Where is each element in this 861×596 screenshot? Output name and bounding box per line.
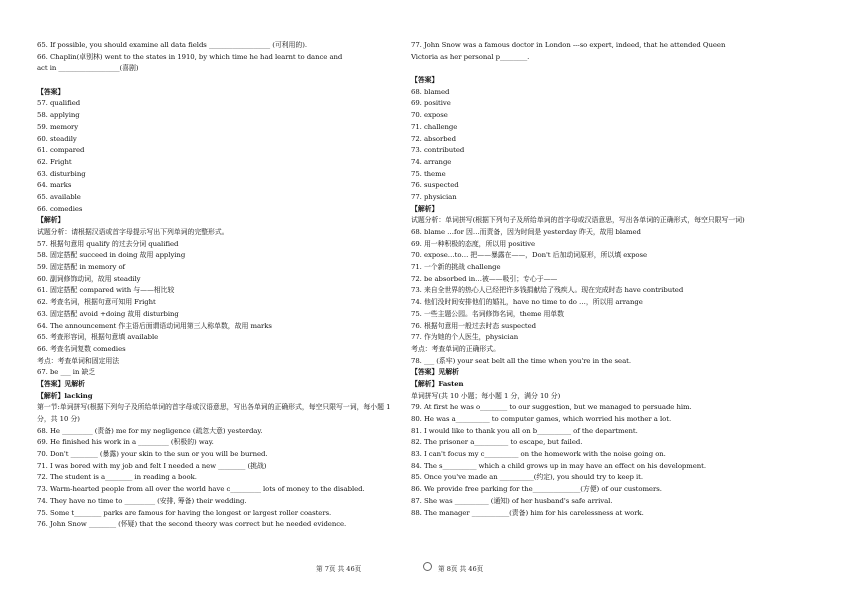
- text-line: 68. He _________ (责备) me for my negligence (疏忽大意) yesterday.: [37, 426, 263, 435]
- text-line: 74. arrange: [411, 157, 452, 166]
- text-line: 【答案】见解析: [411, 368, 459, 377]
- text-line: 72. The student is a________ in reading a book.: [37, 473, 197, 482]
- text-line: 81. I would like to thank you all on b__________ of the department.: [411, 426, 638, 435]
- text-line: 76. John Snow ________ (怀疑) that the second theory was correct but he needed evidence.: [37, 520, 347, 529]
- text-line: 85. Once you've made an __________(约定), you should try to keep it.: [411, 473, 644, 482]
- text-line: 63. disturbing: [37, 169, 86, 178]
- text-line: 试题分析：单词拼写(根据下列句子及所给单词的首字母或汉语意思，写出各单词的正确形式，每空只限写一词): [411, 216, 745, 225]
- text-line: 试题分析：请根据汉语或首字母提示写出下列单词的完整形式。: [37, 228, 229, 236]
- text-line: 61. compared: [37, 146, 85, 155]
- text-line: 73. contributed: [411, 146, 465, 155]
- text-line: 70. expose: [411, 111, 448, 120]
- text-line: 76. 根据句意用一般过去时态 suspected: [411, 321, 537, 330]
- text-line: 【答案】见解析: [37, 379, 85, 388]
- text-line: 67. be ___ in 缺乏: [37, 368, 96, 377]
- text-line: 72. absorbed: [411, 134, 456, 143]
- text-line: [37, 75, 399, 87]
- text-line: 88. The manager ___________(责备) him for his carelessness at work.: [411, 508, 644, 517]
- text-line: 【答案】: [411, 76, 439, 85]
- text-line: 71. I was bored with my job and felt I needed a new ________ (挑战): [37, 461, 267, 470]
- text-line: 83. I can't focus my c__________ on the homework with the noise going on.: [411, 450, 666, 459]
- text-line: 65. available: [37, 192, 81, 201]
- page-number-left: 第 7页 共 46页: [316, 565, 362, 573]
- text-line: 69. He finished his work in a _________ (积极的) way.: [37, 438, 214, 447]
- text-line: 82. The prisoner a__________ to escape, but failed.: [411, 438, 583, 447]
- text-line: 65. If possible, you should examine all data fields __________________ (可利用的).: [37, 41, 307, 49]
- text-line: 77. John Snow was a famous doctor in London ---so expert, indeed, that he attended Queen: [411, 41, 726, 49]
- text-line: 71. challenge: [411, 122, 458, 131]
- text-line: 【解析】lacking: [37, 391, 93, 400]
- text-line: 63. 固定搭配 avoid +doing 故用 disturbing: [37, 309, 179, 318]
- text-line: 75. 一些主题公园。名词修饰名词，theme 用单数: [411, 309, 565, 318]
- text-line: 84. The s__________ which a child grows up in may have an effect on his development.: [411, 461, 707, 470]
- text-line: 单词拼写(共 10 小题；每小题 1 分，满分 10 分): [411, 391, 561, 400]
- text-line: 75. Some t________ parks are famous for having the longest or largest roller coasters.: [37, 508, 332, 517]
- text-line: 79. At first he was o________ to our suggestion, but we managed to persuade him.: [411, 403, 692, 412]
- text-line: 78. ___ (系牢) your seat belt all the time when you're in the seat.: [411, 356, 631, 365]
- text-line: 【解析】Fasten: [411, 379, 464, 388]
- text-line: 【解析】: [411, 204, 439, 213]
- right-page-column: [411, 40, 773, 519]
- text-line: 58. 固定搭配 succeed in doing 故用 applying: [37, 251, 186, 260]
- text-line: 62. Fright: [37, 157, 72, 166]
- text-line: 64. The announcement 作主语后面谓语动词用第三人称单数，故用 marks: [37, 321, 272, 330]
- text-line: 76. suspected: [411, 181, 459, 190]
- text-line: 73. 来自全世界的热心人已经把许多钱捐献给了残疾人。现在完成时态 have contributed: [411, 286, 684, 295]
- text-line: act in __________________(喜剧): [37, 64, 139, 73]
- text-line: 72. be absorbed in…被——吸引；专心于——: [411, 274, 558, 283]
- text-line: 73. Warm-hearted people from all over the world have c_________ lots of money to the disabled.: [37, 485, 365, 494]
- text-line: 57. 根据句意用 qualify 的过去分词 qualified: [37, 239, 179, 248]
- text-line: 75. theme: [411, 169, 446, 178]
- text-line: 87. She was __________ (通知) of her husband's safe arrival.: [411, 496, 613, 505]
- text-line: 60. 副词修饰动词，故用 steadily: [37, 274, 141, 283]
- text-line: 66. comedies: [37, 204, 83, 213]
- text-line: 77. physician: [411, 192, 457, 201]
- text-line: 80. He was a__________ to computer games, which worried his mother a lot.: [411, 415, 672, 424]
- text-line: [411, 63, 773, 75]
- text-line: 74. 他们没时间安排他们的婚礼，have no time to do …，所以用 arrange: [411, 298, 643, 307]
- text-line: 58. applying: [37, 111, 80, 120]
- binding-hole-icon: [423, 562, 432, 571]
- text-line: 考点：考查单词和固定用法: [37, 356, 120, 365]
- text-line: 59. memory: [37, 122, 79, 131]
- text-line: 64. marks: [37, 181, 72, 190]
- page-number-right: 第 8页 共 46页: [438, 565, 484, 573]
- text-line: 第一节:单词拼写(根据下列句子及所给单词的首字母或汉语意思，写出各单词的正确形式，每空只限写一词，每小题 1 分，共 10 分): [37, 403, 391, 424]
- text-line: 66. Chaplin(卓别林) went to the states in 1910, by which time he had learnt to dance and: [37, 52, 343, 61]
- text-line: 57. qualified: [37, 99, 81, 108]
- text-line: 【解析】: [37, 216, 65, 225]
- text-line: 86. We provide free parking for the______________(方便) of our customers.: [411, 485, 662, 494]
- text-line: 69. positive: [411, 99, 451, 108]
- left-page-column: [37, 40, 399, 531]
- text-line: 60. steadily: [37, 134, 77, 143]
- text-line: 68. blame …for 因…而责备，因为时间是 yesterday 昨天，故用 blamed: [411, 228, 641, 237]
- text-line: 70. Don't ________ (暴露) your skin to the sun or you will be burned.: [37, 450, 268, 459]
- text-line: 62. 考查名词，根据句意可知用 Fright: [37, 298, 156, 307]
- text-line: 71. 一个新的挑战 challenge: [411, 263, 501, 272]
- text-line: 68. blamed: [411, 87, 450, 96]
- text-line: 66. 考查名词复数 comedies: [37, 344, 126, 353]
- text-line: Victoria as her personal p________.: [411, 52, 530, 61]
- text-line: 61. 固定搭配 compared with 与——相比较: [37, 286, 175, 295]
- text-line: 70. expose…to… 把——暴露在——，Don't 后加动词原形，所以填 expose: [411, 251, 648, 260]
- text-line: 77. 作为她的个人医生，physician: [411, 333, 519, 342]
- text-line: 59. 固定搭配 in memory of: [37, 263, 126, 272]
- text-line: 74. They have no time to _________ (安排, 筹备) their wedding.: [37, 496, 247, 505]
- text-line: 69. 用一种积极的态度，所以用 positive: [411, 239, 536, 248]
- text-line: 【答案】: [37, 87, 65, 96]
- text-line: 65. 考查形容词，根据句意填 available: [37, 333, 159, 342]
- text-line: 考点：考查单词的正确形式。: [411, 344, 500, 353]
